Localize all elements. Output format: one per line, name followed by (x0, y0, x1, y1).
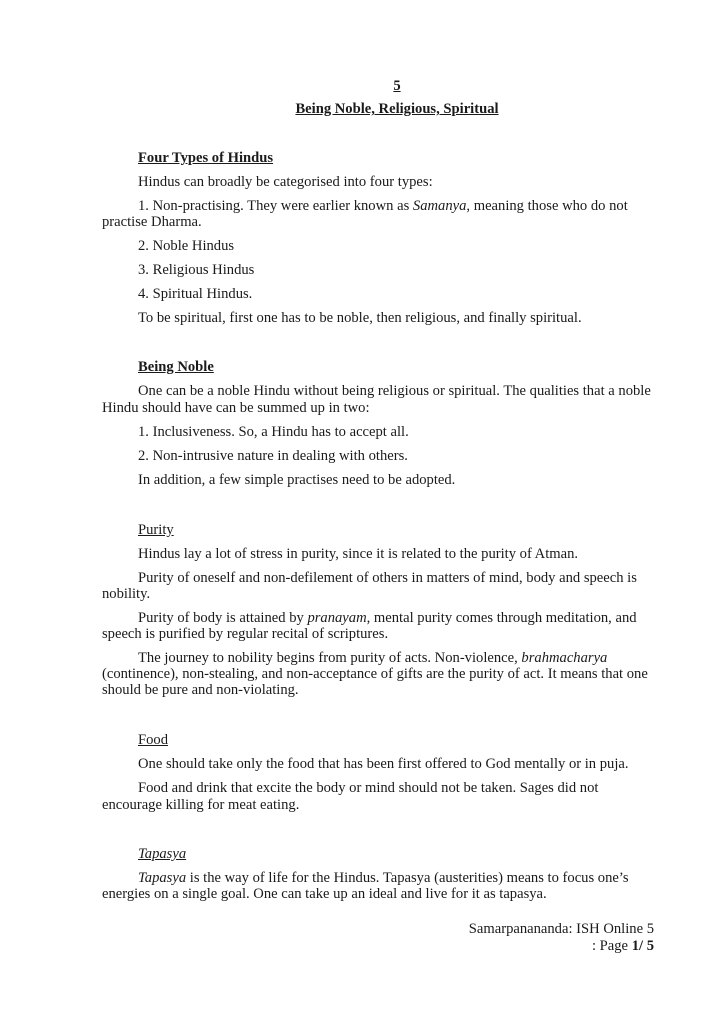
page-current: 1 (631, 938, 639, 954)
paragraph: In addition, a few simple practises need to be adopted. (138, 472, 456, 488)
text: is the way of life for the Hindus. Tapasya (austerities) means to focus one’s (186, 870, 629, 886)
paragraph-continuation: (continence), non-stealing, and non-acceptance of gifts are the purity of act. It means that one (102, 666, 648, 682)
paragraph-continuation: energies on a single goal. One can take up an ideal and live for it as tapasya. (102, 886, 547, 902)
italic-term: pranayam (307, 610, 367, 626)
paragraph (138, 610, 637, 626)
paragraph: Hindus lay a lot of stress in purity, since it is related to the purity of Atman. (138, 546, 579, 562)
paragraph-continuation: Hindu should have can be summed up in two: (102, 400, 370, 416)
subsection-heading-food: Food (138, 732, 169, 748)
list-item-continuation: practise Dharma. (102, 214, 202, 230)
section-heading-being-noble: Being Noble (138, 359, 214, 375)
italic-term: Tapasya (138, 870, 187, 886)
text: The journey to nobility begins from purity of acts. Non-violence, (138, 650, 522, 666)
paragraph (138, 650, 607, 666)
section-heading-four-types: Four Types of Hindus (138, 150, 274, 166)
paragraph (138, 870, 629, 886)
text: , meaning those who do not (466, 198, 628, 214)
subsection-heading-purity: Purity (138, 522, 174, 538)
list-item: 1. Inclusiveness. So, a Hindu has to accept all. (138, 424, 409, 440)
paragraph-continuation: nobility. (102, 586, 151, 602)
paragraph: To be spiritual, first one has to be noble, then religious, and finally spiritual. (138, 310, 582, 326)
page-prefix: : Page (591, 938, 632, 954)
list-item: 2. Noble Hindus (138, 238, 235, 254)
list-item: 3. Religious Hindus (138, 262, 255, 278)
list-item: 2. Non-intrusive nature in dealing with others. (138, 448, 408, 464)
paragraph-continuation: encourage killing for meat eating. (102, 797, 300, 813)
footer-source: Samarpanananda: ISH Online 5 (468, 921, 654, 937)
italic-term: Samanya (412, 198, 467, 214)
page-total: 5 (646, 938, 654, 954)
paragraph: One can be a noble Hindu without being religious or spiritual. The qualities that a noble (138, 383, 651, 399)
italic-term: brahmacharya (521, 650, 608, 666)
paragraph: Purity of oneself and non-defilement of others in matters of mind, body and speech is (138, 570, 637, 586)
list-item (138, 198, 628, 214)
list-item: 4. Spiritual Hindus. (138, 286, 253, 302)
footer-page-number (592, 938, 654, 954)
text: 1. Non-practising. They were earlier known as (138, 198, 413, 214)
text: , mental purity comes through meditation, and (366, 610, 637, 626)
chapter-title: Being Noble, Religious, Spiritual (295, 101, 499, 117)
page-separator: / (639, 938, 647, 954)
paragraph: One should take only the food that has been first offered to God mentally or in puja. (138, 756, 629, 772)
paragraph-continuation: should be pure and non-violating. (102, 682, 299, 698)
paragraph: Food and drink that excite the body or mind should not be taken. Sages did not (138, 780, 599, 796)
text: Purity of body is attained by (138, 610, 308, 626)
subsection-heading-tapasya: Tapasya (138, 846, 187, 862)
paragraph: Hindus can broadly be categorised into four types: (138, 174, 433, 190)
paragraph-continuation: speech is purified by regular recital of scriptures. (102, 626, 389, 642)
chapter-number: 5 (393, 78, 401, 94)
